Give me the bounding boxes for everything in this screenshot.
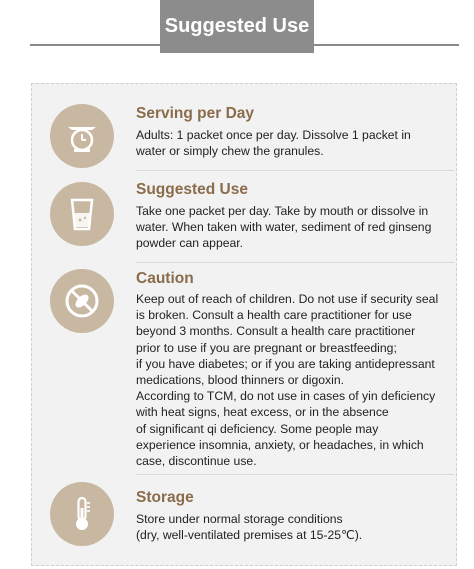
section-body-serving: Adults: 1 packet once per day. Dissolve 1 packet in water or simply chew the granules. [136,128,411,159]
section-divider [136,170,454,171]
thermometer-icon [50,482,114,546]
glass-icon [50,182,114,246]
section-title-suggested-use: Suggested Use [136,181,248,198]
section-title-caution: Caution [136,270,194,287]
section-title-storage: Storage [136,489,194,506]
section-body-storage: Store under normal storage conditions (dry, well-ventilated premises at 15-25℃). [136,512,363,543]
section-divider [136,262,454,263]
scale-icon [50,104,114,168]
page-title: Suggested Use [160,0,314,53]
section-body-caution: Keep out of reach of children. Do not use if security seal is broken. Consult a health care practitioner for use beyond 3 months. Consult a health care practitioner prior to use if you are pregnant or breastfeeding; if you have diabetes; or if you are taking antidepressant medications, blood thinners or digoxin. According to TCM, do not use in cases of yin deficiency with heat signs, heat excess, or in the absence of significant qi deficiency. Some people may experience insomnia, anxiety, or headaches, in which case, discontinue use. [136,292,439,469]
section-title-serving: Serving per Day [136,105,255,122]
section-body-suggested-use: Take one packet per day. Take by mouth or dissolve in water. When taken with water, sediment of red ginseng powder can appear. [136,204,432,251]
info-panel [31,83,457,566]
prohibited-pill-icon [50,269,114,333]
section-divider [136,474,454,475]
